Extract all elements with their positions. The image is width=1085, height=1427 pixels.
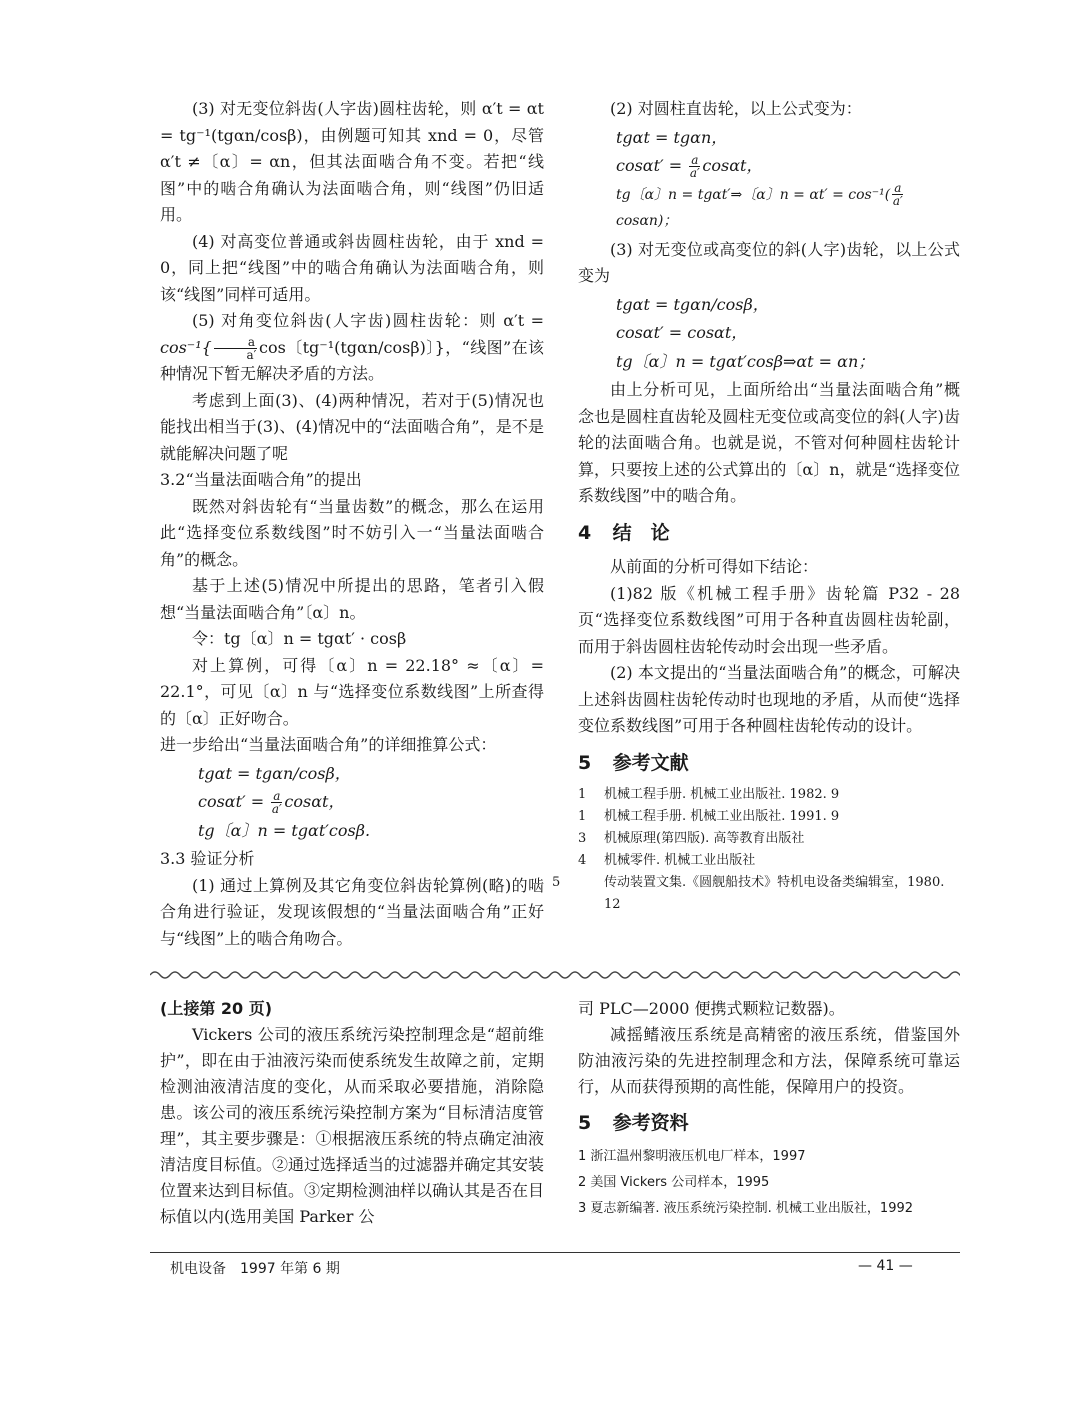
section-number: 5 (578, 751, 592, 774)
ref-number: 4 (578, 853, 587, 868)
reference-list (552, 784, 960, 916)
section-title: 结 论 (612, 521, 670, 544)
formula-line: tgαt = tgαn/cosβ， (198, 763, 351, 783)
formula-rhs: cosαt， (702, 156, 763, 175)
ref-number: 1 (578, 809, 587, 824)
paragraph (160, 308, 544, 388)
formula-lhs: cosαt′ = (198, 792, 265, 811)
reference-item: 2 美国 Vickers 公司样本，1995 (578, 1175, 770, 1190)
fraction (689, 154, 700, 179)
ref-text: 机械零件. 机械工业出版社 (604, 853, 756, 868)
paragraph: 减摇鳍液压系统是高精密的液压系统，借鉴国外防油液污染的先进控制理念和方法，保障系统可靠运行，从而获得预期的高性能，保障用户的投资。 (578, 1025, 960, 1096)
section-title: 参考资料 (612, 1112, 689, 1134)
paragraph: 进一步给出“当量法面啮合角”的详细推算公式： (160, 735, 497, 754)
section-number: 4 (578, 521, 592, 544)
section-heading-3-2: 3.2“当量法面啮合角”的提出 (160, 470, 362, 489)
formula-line: 令：tg〔α〕n = tgαt′ · cosβ (192, 629, 407, 648)
paragraph: 基于上述(5)情况中所提出的思路，笔者引入假想“当量法面啮合角”〔α〕n。 (160, 576, 544, 622)
formula-line (578, 182, 960, 235)
ref-text: 机械工程手册. 机械工业出版社. 1982. 9 (604, 787, 840, 802)
paragraph: (1) 通过上算例及其它角变位斜齿轮算例(略)的啮合角进行验证，发现该假想的“当量法面啮合角”正好与“线图”上的啮合角吻合。 (160, 875, 544, 948)
reference-item (552, 872, 960, 916)
fraction (892, 182, 903, 207)
text-run: (5) 对角变位斜齿(人字齿)圆柱齿轮：则 α′t = (192, 311, 544, 330)
formula-lhs: tg〔α〕n = tgαt′⇒〔α〕n = αt′ = cos⁻¹( (616, 186, 891, 203)
decorative-divider (150, 968, 960, 982)
paragraph: (3) 对无变位斜齿(人字齿)圆柱齿轮，则 α′t = αt = tg⁻¹(tgαn/cosβ)，由例题可知其 xnd = 0，尽管 α′t ≠〔α〕= αn，但其法面啮合角不变。若把“线图”中的啮合角确认为法面啮合角，则“线图”仍旧适用。 (160, 99, 544, 224)
formula-line (160, 789, 544, 816)
formula: cos⁻¹{ (160, 337, 212, 357)
reference-item (578, 850, 960, 872)
section-title: 参考文献 (612, 751, 689, 774)
ref-text: 传动装置文集.《圆舰船技术》特机电设备类编辑室，1980. 12 (604, 875, 945, 912)
ref-number: 1 (578, 787, 587, 802)
continuation-note: (上接第 20 页) (160, 999, 273, 1018)
formula-line: tg〔α〕n = tgαt′cosβ. (198, 820, 371, 840)
paragraph: 对上算例，可得〔α〕n = 22.18° ≈〔α〕= 22.1°，可见〔α〕n 与“选择变位系数线图”上所查得的〔α〕正好吻合。 (160, 655, 544, 728)
paragraph: 从前面的分析可得如下结论： (610, 557, 819, 576)
paragraph: (3) 对无变位或高变位的斜(人字)齿轮，以上公式变为 (578, 239, 960, 285)
bottom-left-column (160, 996, 544, 1230)
section-heading-5 (578, 750, 960, 777)
paragraph: 既然对斜齿轮有“当量齿数”的概念，那么在运用此“选择变位系数线图”时不妨引入一“当量法面啮合角”的概念。 (160, 496, 544, 569)
bottom-right-column (578, 996, 960, 1222)
text-run: cos〔tg⁻¹(tgαn/cosβ)〕}，“线图”在该种情况下暂无解决矛盾的方法。 (160, 337, 544, 383)
section-heading-4 (578, 520, 960, 547)
fraction (271, 790, 282, 815)
ref-text: 机械工程手册. 机械工业出版社. 1991. 9 (604, 809, 840, 824)
reference-item (578, 806, 960, 828)
fraction-denominator: a′ (892, 194, 903, 208)
section-heading-references (578, 1110, 960, 1136)
paragraph: 由上分析可见，上面所给出“当量法面啮合角”概念也是圆柱直齿轮及圆柱无变位或高变位的斜(人字)齿轮的法面啮合角。也就是说，不管对何种圆柱齿轮计算，只要按上述的公式算出的〔α〕n，就是“选择变位系数线图”中的啮合角。 (578, 380, 960, 505)
formula-rhs: cosαt， (284, 792, 345, 811)
ref-text: 机械原理(第四版). 高等教育出版社 (604, 831, 805, 846)
formula-line: cosαt′ = cosαt， (616, 323, 748, 342)
reference-item: 3 夏志新编著. 液压系统污染控制. 机械工业出版社，1992 (578, 1201, 914, 1216)
footer-rule (150, 1252, 960, 1253)
fraction-denominator: a′ (689, 166, 700, 180)
fraction-denominator: a′ (246, 347, 257, 362)
fraction-numerator: a (214, 336, 257, 349)
section-heading-3-3: 3.3 验证分析 (160, 849, 255, 868)
paragraph: 司 PLC—2000 便携式颗粒记数器)。 (578, 999, 845, 1018)
section-number: 5 (578, 1112, 592, 1134)
ref-number: 3 (578, 831, 587, 846)
paragraph: (2) 对圆柱直齿轮，以上公式变为： (610, 99, 862, 118)
right-column (552, 96, 960, 916)
paragraph: (1)82 版《机械工程手册》齿轮篇 P32 - 28 页“选择变位系数线图”可用于各种直齿圆柱齿轮副，而用于斜齿圆柱齿轮传动时会出现一些矛盾。 (578, 583, 960, 656)
reference-item (578, 784, 960, 806)
formula-rhs: cosαn)； (616, 213, 678, 229)
paragraph: Vickers 公司的液压系统污染控制理念是“超前维护”，即在由于油液污染而使系统发生故障之前，定期检测油液清洁度的变化，从而采取必要措施，消除隐患。该公司的液压系统污染控制方案为“目标清洁度管理”，其主要步骤是：①根据液压系统的特点确定油液清洁度目标值。②通过选择适当的过滤器并确定其安装位置来达到目标值。③定期检测油样以确认其是否在目标值以内(选用美国 Parker 公 (160, 1025, 545, 1226)
reference-item: 1 浙江温州黎明液压机电厂样本，1997 (578, 1149, 806, 1164)
ref-number: 5 (552, 875, 561, 890)
paragraph: (2) 本文提出的“当量法面啮合角”的概念，可解决上述斜齿圆柱齿轮传动时也现地的矛盾，从而使“选择变位系数线图”可用于各种圆柱齿轮传动的设计。 (578, 663, 960, 735)
paragraph: (4) 对高变位普通或斜齿圆柱齿轮，由于 xnd = 0，同上把“线图”中的啮合角确认为法面啮合角，则该“线图”同样可适用。 (160, 231, 544, 304)
fraction-denominator: a′ (271, 802, 282, 816)
paragraph: 考虑到上面(3)、(4)两种情况，若对于(5)情况也能找出相当于(3)、(4)情况中的“法面啮合角”，是不是就能解决问题了呢 (160, 390, 544, 463)
fraction-numerator: a (273, 789, 281, 803)
formula-line: tgαt = tgαn， (616, 127, 728, 147)
fraction (214, 336, 257, 361)
journal-info: 机电设备 1997 年第 6 期 (170, 1261, 340, 1277)
left-column (160, 96, 544, 952)
formula-lhs: cosαt′ = (616, 156, 683, 175)
reference-item (578, 828, 960, 850)
formula-line: tgαt = tgαn/cosβ， (616, 294, 769, 314)
fraction-numerator: a (691, 153, 699, 167)
fraction-numerator: a (894, 181, 902, 195)
page-number: — 41 — (858, 1258, 913, 1274)
formula-line: tg〔α〕n = tgαt′cosβ⇒αt = αn； (616, 351, 875, 371)
formula-line (578, 153, 960, 180)
